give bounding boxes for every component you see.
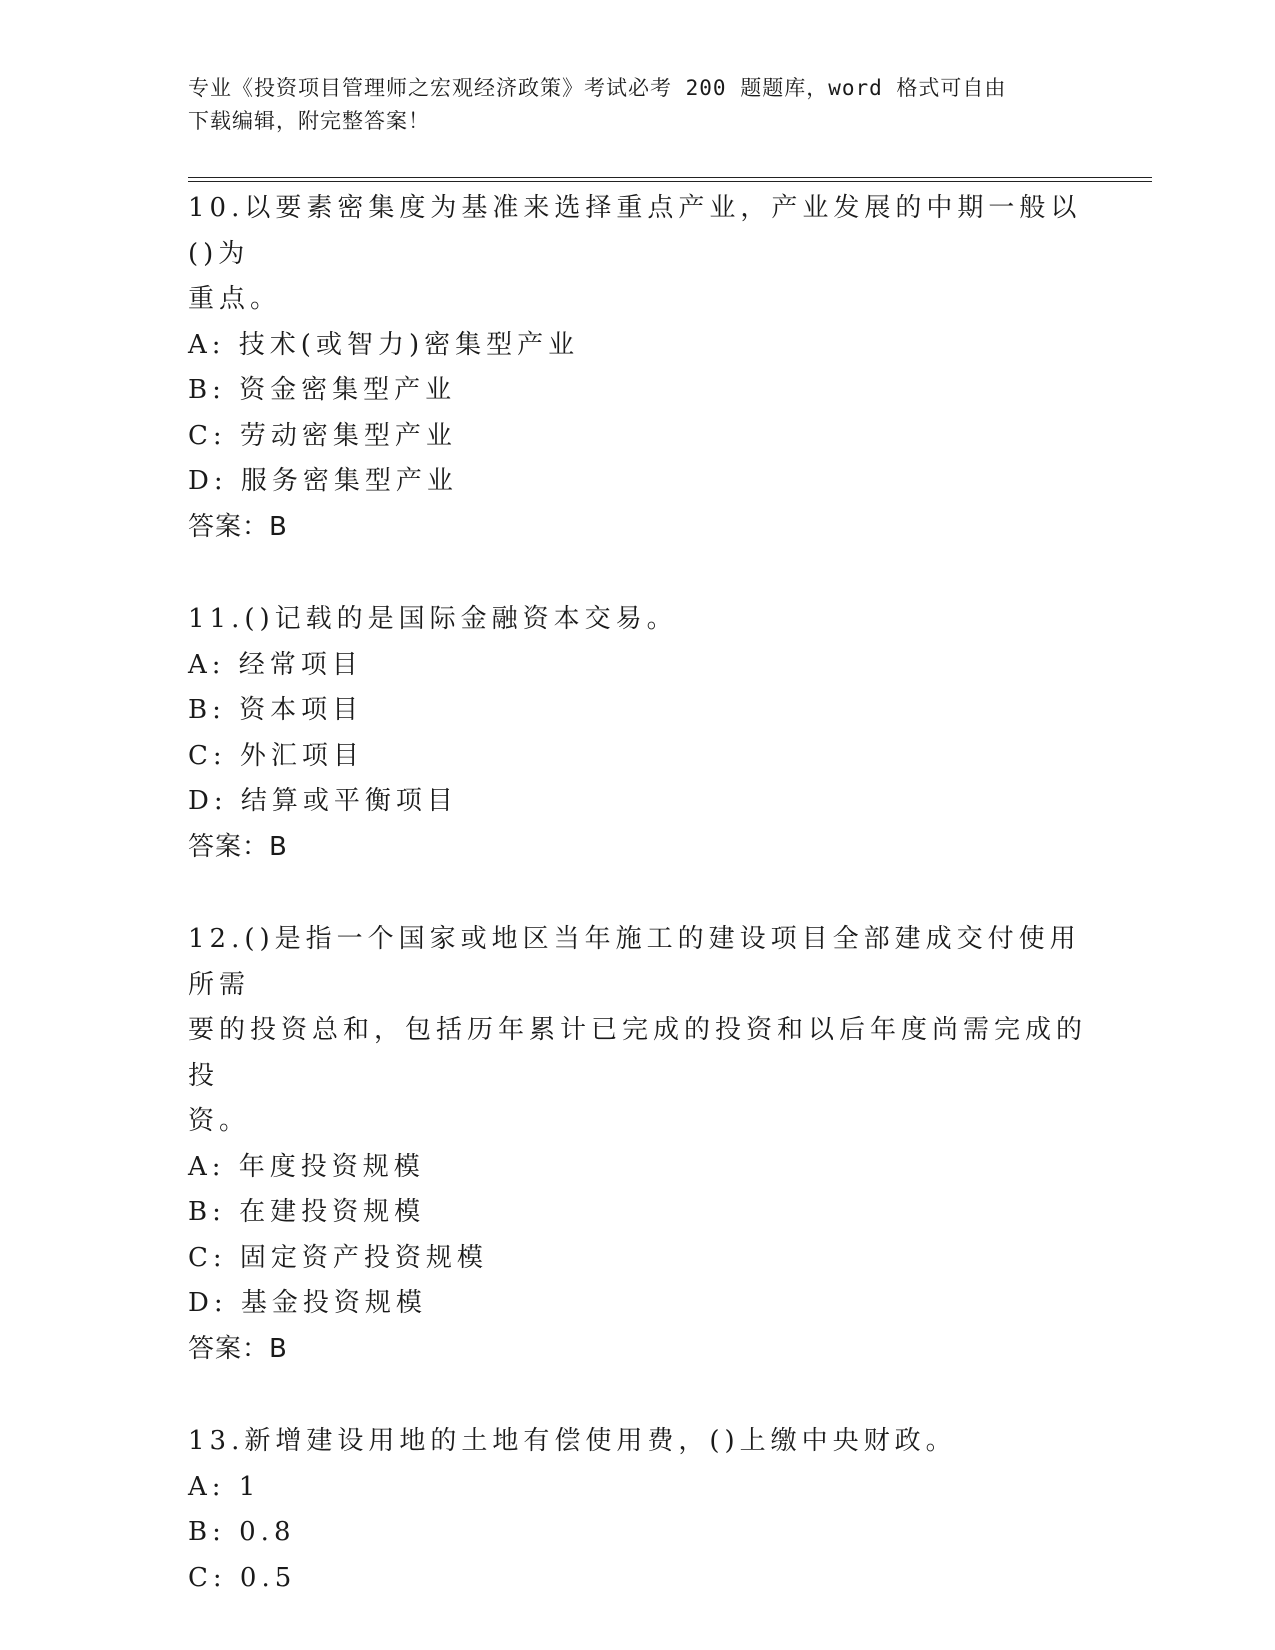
document-header bbox=[188, 72, 1068, 138]
question-stem: 11.()记载的是国际金融资本交易。 bbox=[188, 604, 678, 634]
option-b: B: 资金密集型产业 bbox=[188, 375, 457, 405]
header-line-2: 下载编辑，附完整答案！ bbox=[188, 109, 430, 133]
option-a: A: 1 bbox=[188, 1471, 261, 1502]
question-10 bbox=[188, 186, 1088, 550]
question-stem: 要的投资总和，包括历年累计已完成的投资和以后年度尚需完成的投 bbox=[188, 1015, 1088, 1091]
answer-line: 答案：B bbox=[188, 831, 288, 862]
question-stem: 13.新增建设用地的土地有偿使用费，()上缴中央财政。 bbox=[188, 1426, 957, 1456]
option-b: B: 资本项目 bbox=[188, 695, 364, 725]
question-stem: 重点。 bbox=[188, 284, 282, 314]
header-line-1: 专业《投资项目管理师之宏观经济政策》考试必考 200 题题库，word 格式可自由 bbox=[188, 76, 1007, 100]
answer-line: 答案：B bbox=[188, 1333, 288, 1364]
answer-line: 答案：B bbox=[188, 511, 288, 542]
option-c: C: 外汇项目 bbox=[188, 740, 364, 771]
option-a: A: 技术(或智力)密集型产业 bbox=[188, 329, 580, 360]
question-stem: 12.()是指一个国家或地区当年施工的建设项目全部建成交付使用所需 bbox=[188, 924, 1081, 1000]
option-d: D: 服务密集型产业 bbox=[188, 466, 458, 496]
question-11 bbox=[188, 597, 1088, 870]
option-a: A: 年度投资规模 bbox=[188, 1151, 425, 1182]
question-13 bbox=[188, 1419, 1088, 1601]
option-b: B: 在建投资规模 bbox=[188, 1197, 426, 1227]
option-c: C: 劳动密集型产业 bbox=[188, 420, 457, 451]
question-list bbox=[188, 186, 1088, 1648]
option-d: D: 结算或平衡项目 bbox=[188, 786, 458, 816]
header-rule-top bbox=[188, 177, 1152, 178]
question-12 bbox=[188, 917, 1088, 1372]
question-stem: 10.以要素密集度为基准来选择重点产业，产业发展的中期一般以()为 bbox=[188, 193, 1082, 269]
option-b: B: 0.8 bbox=[188, 1517, 296, 1547]
option-c: C: 固定资产投资规模 bbox=[188, 1242, 488, 1273]
option-d: D: 基金投资规模 bbox=[188, 1288, 427, 1318]
option-a: A: 经常项目 bbox=[188, 649, 363, 680]
header-rule-bottom bbox=[188, 181, 1152, 182]
option-c: C: 0.5 bbox=[188, 1562, 297, 1593]
question-stem: 资。 bbox=[188, 1106, 251, 1136]
